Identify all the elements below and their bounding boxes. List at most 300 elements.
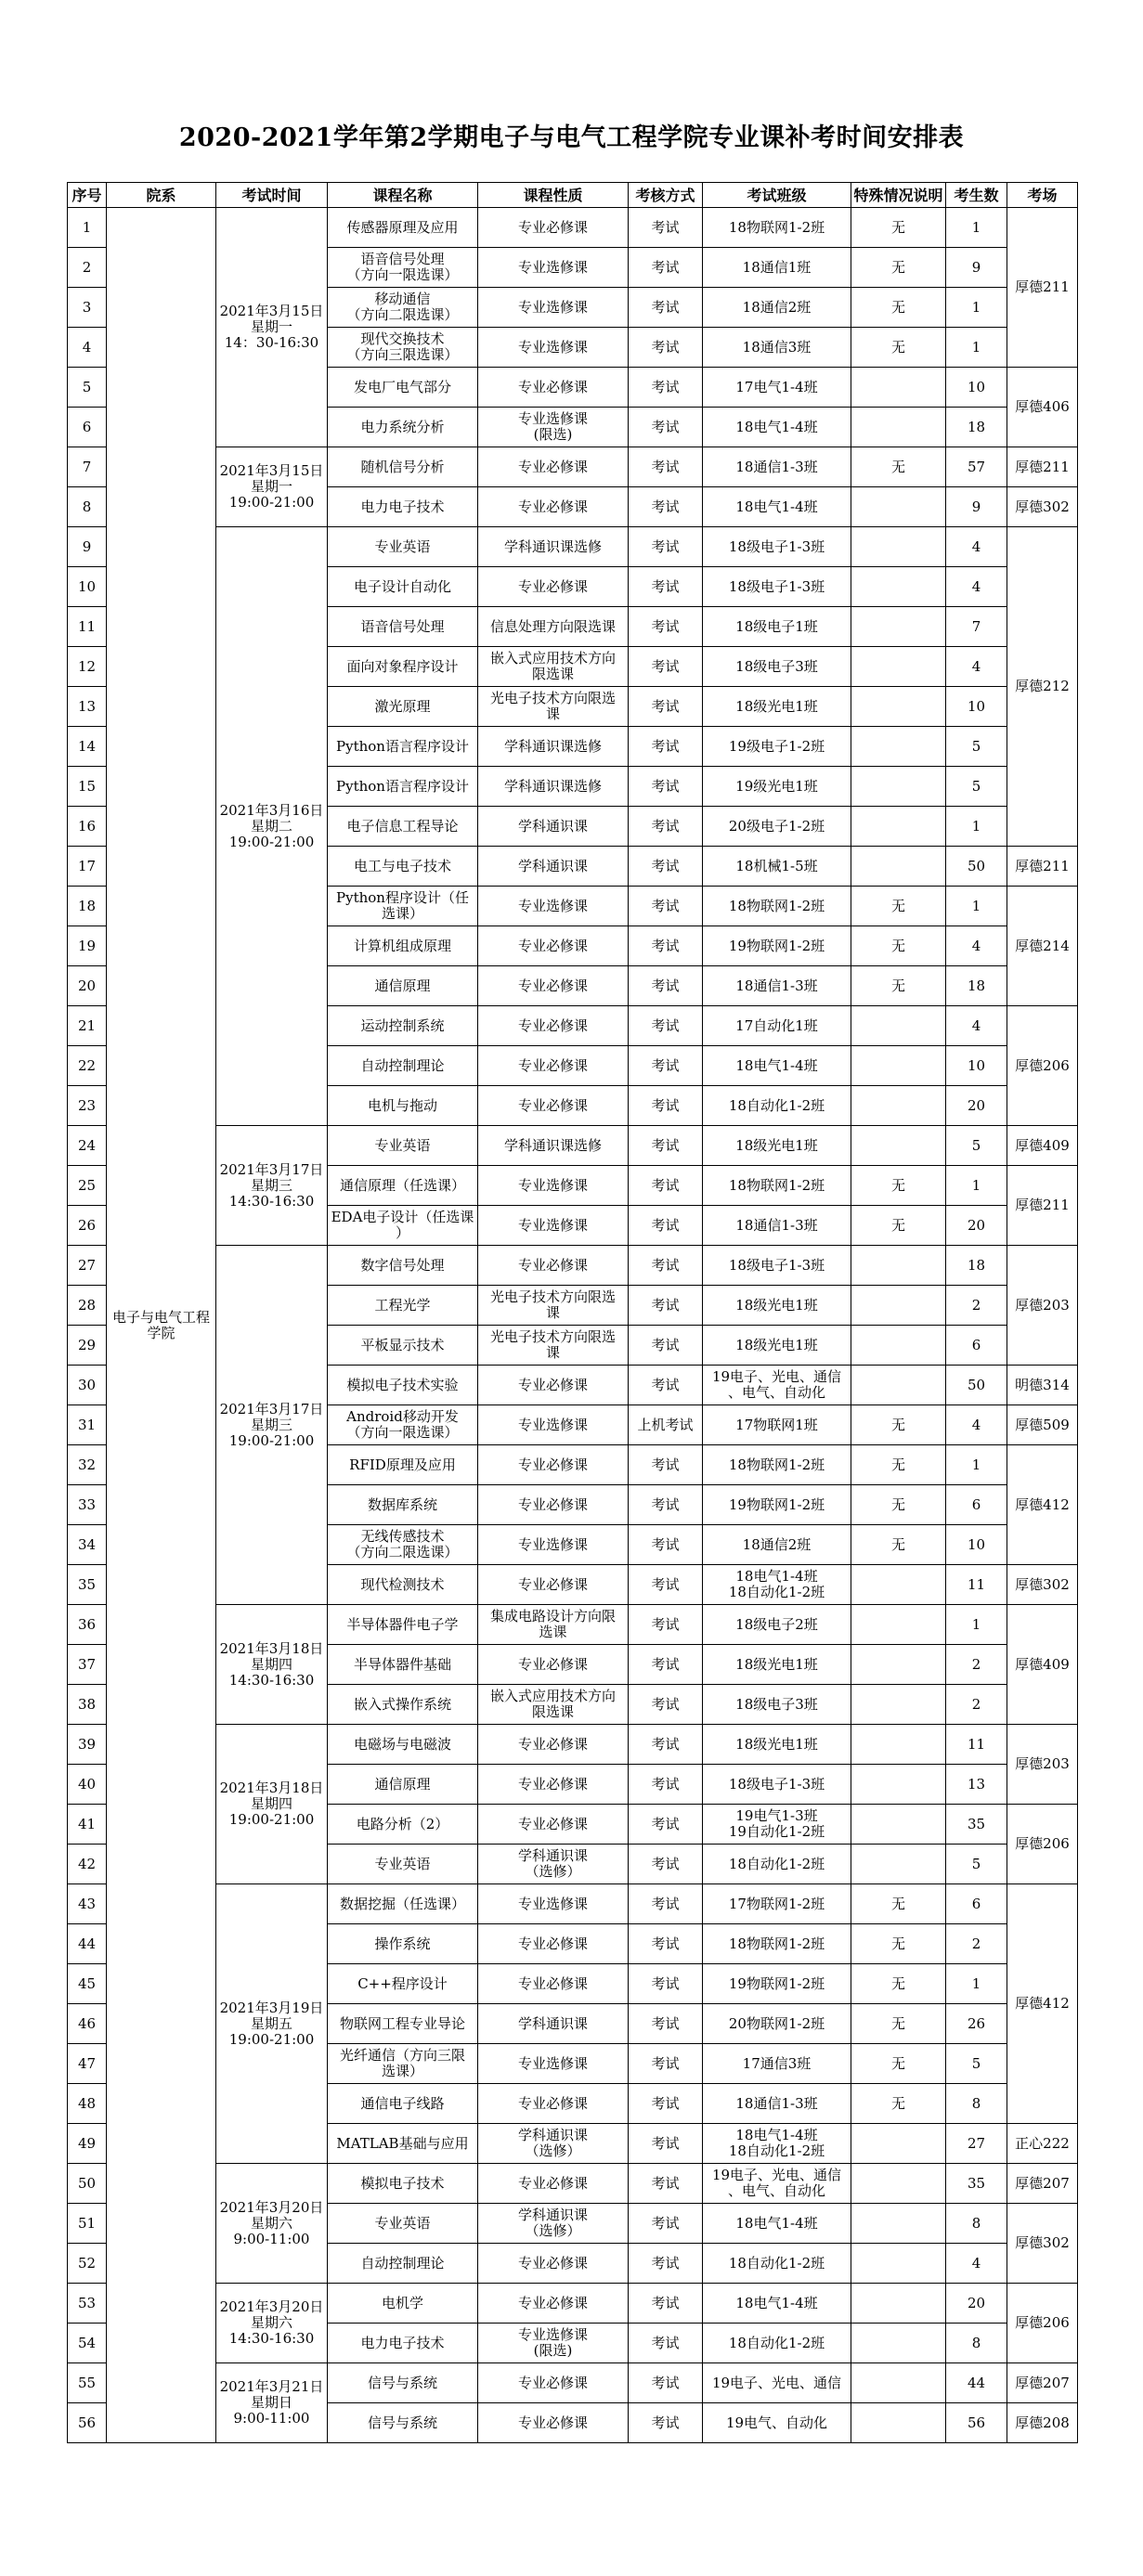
course-name-cell: Python程序设计（任 选课）: [328, 887, 478, 926]
special-note-cell: 无: [851, 887, 946, 926]
exam-time-cell: 2021年3月16日 星期二 19:00-21:00: [216, 527, 328, 1126]
exam-method-cell: 考试: [629, 288, 703, 328]
table-row: [68, 1246, 1078, 1286]
special-note-cell: [851, 807, 946, 847]
course-name-cell: 电力电子技术: [328, 487, 478, 527]
course-nature-cell: 专业选修课: [478, 2044, 629, 2084]
exam-class-cell: 18级光电1班: [703, 1286, 851, 1326]
schedule-table: [67, 182, 1078, 2443]
exam-method-cell: 考试: [629, 2363, 703, 2403]
course-name-cell: 专业英语: [328, 2204, 478, 2244]
exam-class-cell: 19级电子1-2班: [703, 727, 851, 767]
student-count-cell: 4: [946, 527, 1007, 567]
exam-class-cell: 19电子、光电、通信: [703, 2363, 851, 2403]
table-row: [68, 1605, 1078, 1645]
course-name-cell: 信号与系统: [328, 2363, 478, 2403]
course-name-cell: 通信原理: [328, 966, 478, 1006]
exam-room-cell: 厚德208: [1007, 2403, 1078, 2443]
student-count-cell: 5: [946, 727, 1007, 767]
course-name-cell: 现代交换技术 （方向三限选课）: [328, 328, 478, 368]
exam-class-cell: 18通信2班: [703, 288, 851, 328]
special-note-cell: 无: [851, 1924, 946, 1964]
course-name-cell: 模拟电子技术: [328, 2164, 478, 2204]
student-count-cell: 26: [946, 2004, 1007, 2044]
course-name-cell: 电磁场与电磁波: [328, 1725, 478, 1765]
course-nature-cell: 光电子技术方向限选 课: [478, 1326, 629, 1366]
exam-class-cell: 18通信1-3班: [703, 447, 851, 487]
student-count-cell: 50: [946, 1366, 1007, 1405]
student-count-cell: 35: [946, 1805, 1007, 1845]
exam-method-cell: 考试: [629, 208, 703, 248]
special-note-cell: [851, 1286, 946, 1326]
student-count-cell: 2: [946, 1286, 1007, 1326]
student-count-cell: 6: [946, 1326, 1007, 1366]
student-count-cell: 27: [946, 2124, 1007, 2164]
course-name-cell: C++程序设计: [328, 1964, 478, 2004]
student-count-cell: 10: [946, 1046, 1007, 1086]
exam-class-cell: 18物联网1-2班: [703, 887, 851, 926]
exam-room-cell: 厚德207: [1007, 2164, 1078, 2204]
course-name-cell: 通信原理: [328, 1765, 478, 1805]
course-nature-cell: 专业选修课: [478, 328, 629, 368]
column-header: 课程名称: [328, 183, 478, 208]
exam-class-cell: 18电气1-4班: [703, 2284, 851, 2324]
exam-room-cell: 厚德412: [1007, 1445, 1078, 1565]
student-count-cell: 10: [946, 368, 1007, 408]
row-number: 48: [68, 2084, 107, 2124]
course-name-cell: 电路分析（2）: [328, 1805, 478, 1845]
row-number: 46: [68, 2004, 107, 2044]
exam-class-cell: 18电气1-4班: [703, 2204, 851, 2244]
exam-method-cell: 考试: [629, 1326, 703, 1366]
column-header: 特殊情况说明: [851, 183, 946, 208]
row-number: 11: [68, 607, 107, 647]
course-nature-cell: 专业必修课: [478, 567, 629, 607]
special-note-cell: [851, 2284, 946, 2324]
exam-method-cell: 考试: [629, 567, 703, 607]
student-count-cell: 6: [946, 1884, 1007, 1924]
course-name-cell: 电力电子技术: [328, 2324, 478, 2363]
special-note-cell: 无: [851, 966, 946, 1006]
exam-class-cell: 18级电子1-3班: [703, 567, 851, 607]
row-number: 25: [68, 1166, 107, 1206]
header-row: [68, 183, 1078, 208]
exam-class-cell: 18机械1-5班: [703, 847, 851, 887]
student-count-cell: 4: [946, 567, 1007, 607]
course-name-cell: 语音信号处理 （方向一限选课）: [328, 248, 478, 288]
course-nature-cell: 专业必修课: [478, 1964, 629, 2004]
exam-class-cell: 18自动化1-2班: [703, 2244, 851, 2284]
course-nature-cell: 专业必修课: [478, 368, 629, 408]
exam-class-cell: 18电气1-4班: [703, 487, 851, 527]
course-name-cell: 面向对象程序设计: [328, 647, 478, 687]
row-number: 23: [68, 1086, 107, 1126]
row-number: 13: [68, 687, 107, 727]
student-count-cell: 20: [946, 1086, 1007, 1126]
exam-method-cell: 考试: [629, 1126, 703, 1166]
row-number: 16: [68, 807, 107, 847]
course-name-cell: MATLAB基础与应用: [328, 2124, 478, 2164]
exam-method-cell: 考试: [629, 1924, 703, 1964]
course-name-cell: Android移动开发 （方向一限选课）: [328, 1405, 478, 1445]
exam-class-cell: 20级电子1-2班: [703, 807, 851, 847]
student-count-cell: 35: [946, 2164, 1007, 2204]
row-number: 19: [68, 926, 107, 966]
exam-class-cell: 18物联网1-2班: [703, 208, 851, 248]
row-number: 22: [68, 1046, 107, 1086]
exam-time-cell: 2021年3月20日 星期六 14:30-16:30: [216, 2284, 328, 2363]
course-nature-cell: 嵌入式应用技术方向 限选课: [478, 1685, 629, 1725]
course-name-cell: 数据库系统: [328, 1485, 478, 1525]
exam-method-cell: 考试: [629, 1485, 703, 1525]
exam-time-cell: 2021年3月18日 星期四 19:00-21:00: [216, 1725, 328, 1884]
row-number: 49: [68, 2124, 107, 2164]
exam-method-cell: 考试: [629, 2284, 703, 2324]
course-name-cell: 电子信息工程导论: [328, 807, 478, 847]
special-note-cell: [851, 1645, 946, 1685]
exam-time-cell: 2021年3月20日 星期六 9:00-11:00: [216, 2164, 328, 2284]
exam-method-cell: 考试: [629, 527, 703, 567]
special-note-cell: [851, 2244, 946, 2284]
student-count-cell: 5: [946, 767, 1007, 807]
course-name-cell: RFID原理及应用: [328, 1445, 478, 1485]
exam-method-cell: 考试: [629, 1086, 703, 1126]
exam-room-cell: 厚德206: [1007, 1006, 1078, 1126]
course-name-cell: 自动控制理论: [328, 2244, 478, 2284]
course-nature-cell: 专业选修课: [478, 1884, 629, 1924]
special-note-cell: 无: [851, 328, 946, 368]
student-count-cell: 8: [946, 2084, 1007, 2124]
special-note-cell: [851, 1006, 946, 1046]
exam-class-cell: 18级电子1-3班: [703, 527, 851, 567]
exam-class-cell: 18级光电1班: [703, 1126, 851, 1166]
special-note-cell: [851, 1765, 946, 1805]
special-note-cell: 无: [851, 2084, 946, 2124]
course-nature-cell: 专业选修课: [478, 288, 629, 328]
course-nature-cell: 专业必修课: [478, 1645, 629, 1685]
course-nature-cell: 专业选修课: [478, 1166, 629, 1206]
student-count-cell: 20: [946, 2284, 1007, 2324]
course-name-cell: 电工与电子技术: [328, 847, 478, 887]
course-nature-cell: 学科通识课选修: [478, 1126, 629, 1166]
course-nature-cell: 学科通识课: [478, 807, 629, 847]
special-note-cell: [851, 647, 946, 687]
exam-room-cell: 厚德509: [1007, 1405, 1078, 1445]
exam-class-cell: 18级电子2班: [703, 1605, 851, 1645]
course-nature-cell: 学科通识课: [478, 847, 629, 887]
exam-room-cell: 厚德211: [1007, 1166, 1078, 1246]
course-nature-cell: 专业必修课: [478, 1805, 629, 1845]
course-name-cell: 无线传感技术 （方向二限选课）: [328, 1525, 478, 1565]
student-count-cell: 44: [946, 2363, 1007, 2403]
table-row: [68, 1126, 1078, 1166]
special-note-cell: [851, 1685, 946, 1725]
exam-method-cell: 考试: [629, 727, 703, 767]
row-number: 27: [68, 1246, 107, 1286]
exam-room-cell: 厚德409: [1007, 1126, 1078, 1166]
exam-class-cell: 18电气1-4班 18自动化1-2班: [703, 1565, 851, 1605]
row-number: 12: [68, 647, 107, 687]
table-row: [68, 1725, 1078, 1765]
special-note-cell: 无: [851, 447, 946, 487]
exam-class-cell: 19物联网1-2班: [703, 1485, 851, 1525]
row-number: 29: [68, 1326, 107, 1366]
row-number: 33: [68, 1485, 107, 1525]
course-name-cell: 操作系统: [328, 1924, 478, 1964]
exam-method-cell: 考试: [629, 1964, 703, 2004]
course-nature-cell: 专业选修课 (限选): [478, 408, 629, 447]
row-number: 38: [68, 1685, 107, 1725]
exam-room-cell: 厚德302: [1007, 2204, 1078, 2284]
student-count-cell: 1: [946, 1964, 1007, 2004]
exam-room-cell: 厚德412: [1007, 1884, 1078, 2124]
course-name-cell: 语音信号处理: [328, 607, 478, 647]
course-nature-cell: 专业必修课: [478, 2284, 629, 2324]
exam-method-cell: 考试: [629, 807, 703, 847]
course-nature-cell: 学科通识课 （选修）: [478, 1845, 629, 1884]
exam-time-cell: 2021年3月17日 星期三 14:30-16:30: [216, 1126, 328, 1246]
row-number: 39: [68, 1725, 107, 1765]
exam-room-cell: 厚德214: [1007, 887, 1078, 1006]
special-note-cell: 无: [851, 1206, 946, 1246]
special-note-cell: [851, 1046, 946, 1086]
special-note-cell: [851, 1725, 946, 1765]
exam-room-cell: 厚德302: [1007, 487, 1078, 527]
exam-method-cell: 考试: [629, 2244, 703, 2284]
exam-class-cell: 20物联网1-2班: [703, 2004, 851, 2044]
course-name-cell: Python语言程序设计: [328, 727, 478, 767]
course-nature-cell: 学科通识课 （选修）: [478, 2204, 629, 2244]
course-nature-cell: 专业必修课: [478, 926, 629, 966]
course-nature-cell: 专业选修课: [478, 887, 629, 926]
row-number: 34: [68, 1525, 107, 1565]
course-name-cell: 通信电子线路: [328, 2084, 478, 2124]
course-name-cell: 电机学: [328, 2284, 478, 2324]
exam-class-cell: 18级光电1班: [703, 1645, 851, 1685]
exam-class-cell: 18物联网1-2班: [703, 1166, 851, 1206]
row-number: 42: [68, 1845, 107, 1884]
student-count-cell: 1: [946, 1166, 1007, 1206]
row-number: 4: [68, 328, 107, 368]
course-nature-cell: 专业必修课: [478, 447, 629, 487]
course-nature-cell: 专业必修课: [478, 1485, 629, 1525]
course-name-cell: 专业英语: [328, 1845, 478, 1884]
column-header: 序号: [68, 183, 107, 208]
table-row: [68, 527, 1078, 567]
exam-class-cell: 18通信1-3班: [703, 1206, 851, 1246]
course-name-cell: 专业英语: [328, 1126, 478, 1166]
student-count-cell: 10: [946, 687, 1007, 727]
page-title: 2020-2021学年第2学期电子与电气工程学院专业课补考时间安排表: [178, 123, 965, 152]
exam-method-cell: 考试: [629, 1206, 703, 1246]
exam-class-cell: 17物联网1-2班: [703, 1884, 851, 1924]
exam-room-cell: 厚德302: [1007, 1565, 1078, 1605]
table-row: [68, 208, 1078, 248]
course-name-cell: 电机与拖动: [328, 1086, 478, 1126]
course-nature-cell: 专业选修课: [478, 1405, 629, 1445]
student-count-cell: 4: [946, 2244, 1007, 2284]
course-nature-cell: 光电子技术方向限选 课: [478, 1286, 629, 1326]
exam-method-cell: 考试: [629, 607, 703, 647]
exam-room-cell: 厚德203: [1007, 1725, 1078, 1805]
row-number: 47: [68, 2044, 107, 2084]
special-note-cell: 无: [851, 1166, 946, 1206]
course-nature-cell: 专业必修课: [478, 208, 629, 248]
course-name-cell: 工程光学: [328, 1286, 478, 1326]
exam-method-cell: 考试: [629, 1765, 703, 1805]
row-number: 5: [68, 368, 107, 408]
row-number: 28: [68, 1286, 107, 1326]
exam-class-cell: 19电气、自动化: [703, 2403, 851, 2443]
exam-room-cell: 厚德211: [1007, 447, 1078, 487]
exam-class-cell: 17物联网1班: [703, 1405, 851, 1445]
exam-method-cell: 考试: [629, 447, 703, 487]
row-number: 40: [68, 1765, 107, 1805]
exam-class-cell: 17电气1-4班: [703, 368, 851, 408]
special-note-cell: [851, 847, 946, 887]
student-count-cell: 6: [946, 1485, 1007, 1525]
course-name-cell: EDA电子设计（任选课 ）: [328, 1206, 478, 1246]
exam-class-cell: 18级电子3班: [703, 647, 851, 687]
exam-class-cell: 18通信3班: [703, 328, 851, 368]
exam-room-cell: 厚德211: [1007, 847, 1078, 887]
exam-class-cell: 18级光电1班: [703, 1725, 851, 1765]
course-nature-cell: 专业必修课: [478, 1445, 629, 1485]
row-number: 54: [68, 2324, 107, 2363]
exam-method-cell: 考试: [629, 1605, 703, 1645]
table-row: [68, 2164, 1078, 2204]
course-name-cell: 光纤通信（方向三限 选课）: [328, 2044, 478, 2084]
special-note-cell: [851, 2403, 946, 2443]
department-cell: 电子与电气工程学院: [107, 208, 216, 2443]
exam-method-cell: 考试: [629, 1845, 703, 1884]
exam-class-cell: 18物联网1-2班: [703, 1924, 851, 1964]
exam-method-cell: 考试: [629, 2164, 703, 2204]
course-nature-cell: 专业必修课: [478, 1765, 629, 1805]
course-nature-cell: 学科通识课选修: [478, 527, 629, 567]
course-name-cell: 发电厂电气部分: [328, 368, 478, 408]
student-count-cell: 2: [946, 1645, 1007, 1685]
student-count-cell: 1: [946, 1605, 1007, 1645]
row-number: 51: [68, 2204, 107, 2244]
exam-class-cell: 19物联网1-2班: [703, 1964, 851, 2004]
course-name-cell: 物联网工程专业导论: [328, 2004, 478, 2044]
special-note-cell: [851, 2363, 946, 2403]
special-note-cell: 无: [851, 1485, 946, 1525]
exam-class-cell: 19电子、光电、通信 、电气、自动化: [703, 1366, 851, 1405]
course-name-cell: 随机信号分析: [328, 447, 478, 487]
special-note-cell: 无: [851, 926, 946, 966]
student-count-cell: 57: [946, 447, 1007, 487]
course-nature-cell: 专业必修课: [478, 2164, 629, 2204]
course-name-cell: 半导体器件基础: [328, 1645, 478, 1685]
exam-method-cell: 考试: [629, 328, 703, 368]
exam-method-cell: 考试: [629, 1525, 703, 1565]
exam-method-cell: 考试: [629, 966, 703, 1006]
exam-class-cell: 18电气1-4班: [703, 1046, 851, 1086]
exam-method-cell: 考试: [629, 926, 703, 966]
special-note-cell: 无: [851, 208, 946, 248]
table-row: [68, 2363, 1078, 2403]
row-number: 17: [68, 847, 107, 887]
course-name-cell: 平板显示技术: [328, 1326, 478, 1366]
exam-class-cell: 18电气1-4班 18自动化1-2班: [703, 2124, 851, 2164]
special-note-cell: [851, 527, 946, 567]
exam-room-cell: 厚德207: [1007, 2363, 1078, 2403]
course-nature-cell: 学科通识课 （选修）: [478, 2124, 629, 2164]
exam-method-cell: 考试: [629, 2084, 703, 2124]
course-nature-cell: 专业必修课: [478, 2403, 629, 2443]
special-note-cell: [851, 687, 946, 727]
special-note-cell: [851, 2204, 946, 2244]
special-note-cell: [851, 1845, 946, 1884]
student-count-cell: 18: [946, 408, 1007, 447]
special-note-cell: [851, 727, 946, 767]
special-note-cell: [851, 767, 946, 807]
exam-room-cell: 厚德212: [1007, 527, 1078, 847]
exam-class-cell: 18级光电1班: [703, 687, 851, 727]
student-count-cell: 18: [946, 966, 1007, 1006]
course-name-cell: Python语言程序设计: [328, 767, 478, 807]
student-count-cell: 56: [946, 2403, 1007, 2443]
exam-time-cell: 2021年3月21日 星期日 9:00-11:00: [216, 2363, 328, 2443]
course-nature-cell: 专业选修课: [478, 1206, 629, 1246]
course-nature-cell: 集成电路设计方向限 选课: [478, 1605, 629, 1645]
column-header: 考试班级: [703, 183, 851, 208]
exam-method-cell: 考试: [629, 2124, 703, 2164]
exam-method-cell: 考试: [629, 1006, 703, 1046]
exam-method-cell: 考试: [629, 248, 703, 288]
special-note-cell: [851, 408, 946, 447]
student-count-cell: 4: [946, 1405, 1007, 1445]
course-name-cell: 信号与系统: [328, 2403, 478, 2443]
exam-method-cell: 考试: [629, 1366, 703, 1405]
exam-class-cell: 18级电子1班: [703, 607, 851, 647]
exam-class-cell: 18级电子1-3班: [703, 1765, 851, 1805]
exam-class-cell: 18电气1-4班: [703, 408, 851, 447]
row-number: 3: [68, 288, 107, 328]
exam-method-cell: 考试: [629, 2403, 703, 2443]
row-number: 20: [68, 966, 107, 1006]
course-nature-cell: 专业必修课: [478, 1565, 629, 1605]
special-note-cell: 无: [851, 1445, 946, 1485]
course-name-cell: 移动通信 （方向二限选课）: [328, 288, 478, 328]
exam-room-cell: 明德314: [1007, 1366, 1078, 1405]
row-number: 6: [68, 408, 107, 447]
course-nature-cell: 学科通识课: [478, 2004, 629, 2044]
course-name-cell: 半导体器件电子学: [328, 1605, 478, 1645]
course-name-cell: 专业英语: [328, 527, 478, 567]
course-nature-cell: 专业必修课: [478, 966, 629, 1006]
exam-method-cell: 考试: [629, 1884, 703, 1924]
exam-method-cell: 考试: [629, 1565, 703, 1605]
exam-class-cell: 19电气1-3班 19自动化1-2班: [703, 1805, 851, 1845]
row-number: 24: [68, 1126, 107, 1166]
row-number: 45: [68, 1964, 107, 2004]
row-number: 9: [68, 527, 107, 567]
row-number: 8: [68, 487, 107, 527]
special-note-cell: [851, 1126, 946, 1166]
row-number: 37: [68, 1645, 107, 1685]
course-name-cell: 数据挖掘（任选课）: [328, 1884, 478, 1924]
course-nature-cell: 专业必修课: [478, 1086, 629, 1126]
student-count-cell: 5: [946, 1845, 1007, 1884]
special-note-cell: [851, 1805, 946, 1845]
course-name-cell: 通信原理（任选课）: [328, 1166, 478, 1206]
exam-method-cell: 考试: [629, 847, 703, 887]
course-name-cell: 电力系统分析: [328, 408, 478, 447]
exam-method-cell: 考试: [629, 2044, 703, 2084]
